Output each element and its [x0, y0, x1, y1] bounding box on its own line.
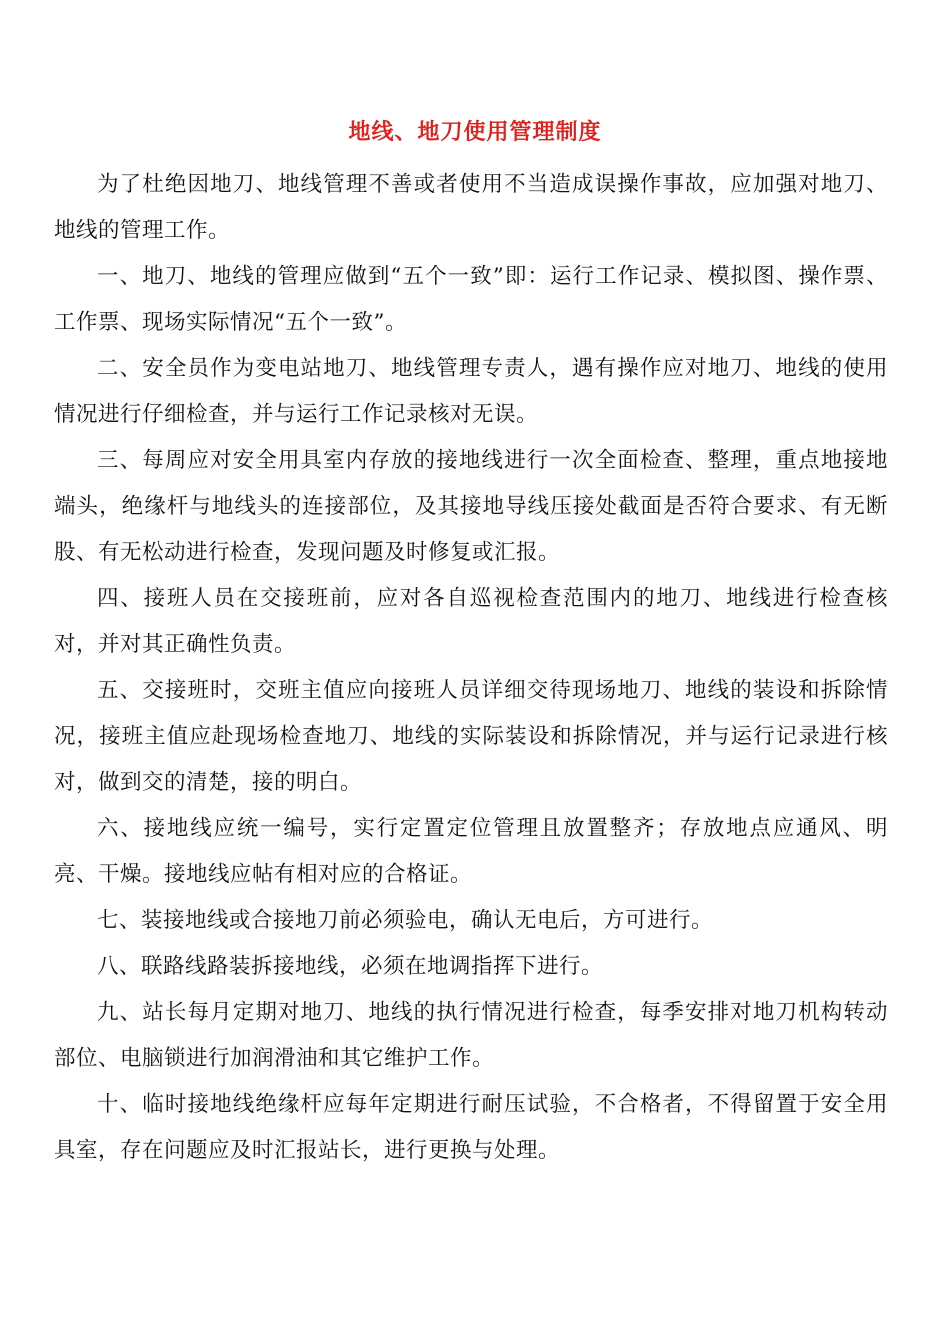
document-title: 地线、地刀使用管理制度: [348, 119, 602, 145]
paragraph-item-6: 六、接地线应统一编号，实行定置定位管理且放置整齐；存放地点应通风、明亮、干燥。接地线应帖有相对应的合格证。: [54, 816, 888, 887]
paragraph-item-3: 三、每周应对安全用具室内存放的接地线进行一次全面检查、整理，重点地接地端头，绝缘杆与地线头的连接部位，及其接地导线压接处截面是否符合要求、有无断股、有无松动进行检查，发现问题及时修复或汇报。: [54, 448, 888, 565]
paragraph-item-2: 二、安全员作为变电站地刀、地线管理专责人，遇有操作应对地刀、地线的使用情况进行仔细检查，并与运行工作记录核对无误。: [54, 356, 888, 427]
paragraph-item-1: 一、地刀、地线的管理应做到“五个一致”即：运行工作记录、模拟图、操作票、工作票、现场实际情况“五个一致”。: [54, 264, 888, 335]
paragraph-item-4: 四、接班人员在交接班前，应对各自巡视检查范围内的地刀、地线进行检查核对，并对其正确性负责。: [54, 586, 888, 657]
paragraph-item-7: 七、装接地线或合接地刀前必须验电，确认无电后，方可进行。: [97, 908, 714, 933]
paragraph-item-10: 十、临时接地线绝缘杆应每年定期进行耐压试验，不合格者，不得留置于安全用具室，存在问题应及时汇报站长，进行更换与处理。: [54, 1092, 888, 1163]
paragraph-intro: 为了杜绝因地刀、地线管理不善或者使用不当造成误操作事故，应加强对地刀、地线的管理工作。: [54, 172, 888, 243]
paragraph-item-8: 八、联路线路装拆接地线，必须在地调指挥下进行。: [97, 954, 604, 979]
paragraph-item-5: 五、交接班时，交班主值应向接班人员详细交待现场地刀、地线的装设和拆除情况，接班主值应赴现场检查地刀、地线的实际装设和拆除情况，并与运行记录进行核对，做到交的清楚，接的明白。: [54, 678, 888, 795]
paragraph-item-9: 九、站长每月定期对地刀、地线的执行情况进行检查，每季安排对地刀机构转动部位、电脑锁进行加润滑油和其它维护工作。: [54, 1000, 888, 1071]
document-body: [54, 162, 888, 1174]
